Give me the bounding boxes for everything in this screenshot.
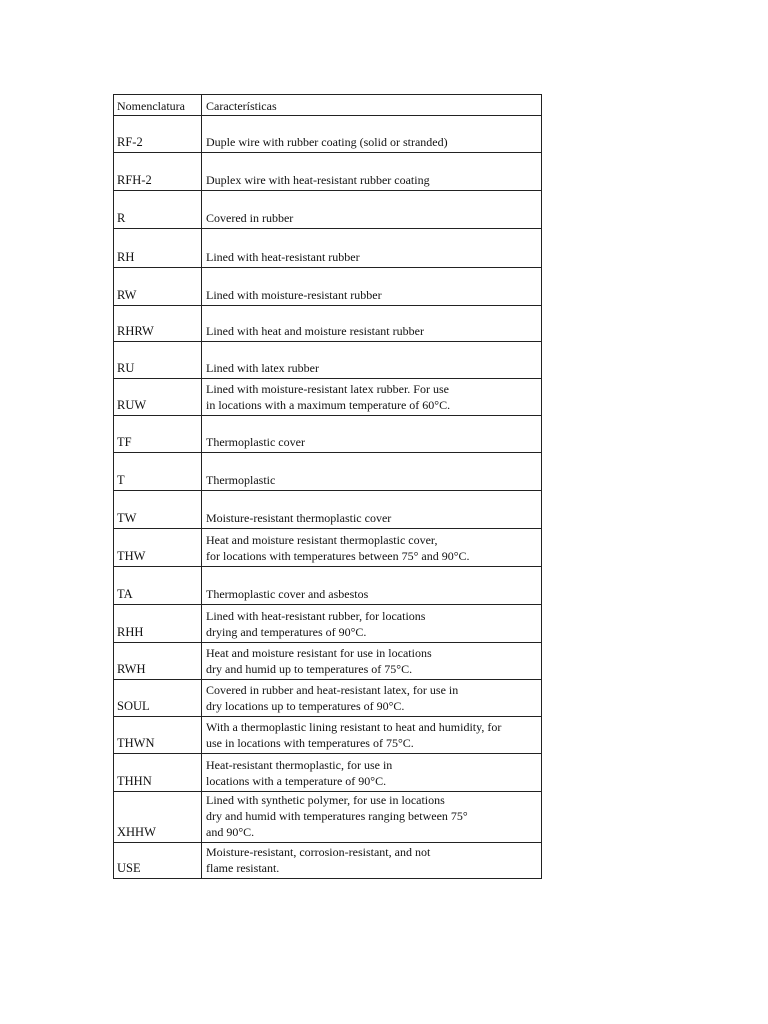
row-code: SOUL — [114, 680, 202, 716]
table-row — [114, 152, 541, 190]
row-description: Thermoplastic cover and asbestos — [206, 587, 369, 601]
row-code: RUW — [114, 379, 202, 415]
row-description: Duplex wire with heat-resistant rubber coating — [206, 173, 430, 187]
row-description: Lined with heat-resistant rubber, for locations drying and temperatures of 90°C. — [206, 609, 426, 639]
row-description: With a thermoplastic lining resistant to heat and humidity, for use in locations with temperatures of 75°C. — [206, 720, 502, 750]
table-row — [114, 528, 541, 566]
wire-nomenclature-table — [113, 94, 542, 879]
table-row — [114, 490, 541, 528]
row-code: TA — [114, 567, 202, 604]
row-description: Thermoplastic cover — [206, 435, 305, 449]
row-description: Covered in rubber — [206, 211, 294, 225]
row-description: Lined with moisture-resistant rubber — [206, 288, 382, 302]
table-row — [114, 115, 541, 152]
table-row — [114, 452, 541, 490]
row-code: THWN — [114, 717, 202, 753]
row-code: RF-2 — [114, 116, 202, 152]
row-code: RW — [114, 268, 202, 305]
row-description: Heat and moisture resistant for use in locations dry and humid up to temperatures of 75°C. — [206, 646, 432, 676]
row-code: USE — [114, 843, 202, 878]
table-row — [114, 228, 541, 267]
header-nomenclatura: Nomenclatura — [114, 95, 202, 115]
row-description: Thermoplastic — [206, 473, 276, 487]
table-header-row — [114, 95, 541, 115]
row-code: RU — [114, 342, 202, 378]
row-code: RHRW — [114, 306, 202, 341]
header-caracteristicas: Características — [206, 99, 277, 113]
table-row — [114, 791, 541, 842]
row-description: Heat and moisture resistant thermoplastic cover, for locations with temperatures between 75° and 90°C. — [206, 533, 470, 563]
table-row — [114, 604, 541, 642]
table-row — [114, 679, 541, 716]
table-row — [114, 842, 541, 878]
table-row — [114, 341, 541, 378]
table-row — [114, 642, 541, 679]
table-row — [114, 716, 541, 753]
table-row — [114, 190, 541, 228]
row-code: XHHW — [114, 792, 202, 842]
row-description: Moisture-resistant thermoplastic cover — [206, 511, 392, 525]
row-code: R — [114, 191, 202, 228]
row-description: Duple wire with rubber coating (solid or stranded) — [206, 135, 448, 149]
table-row — [114, 267, 541, 305]
row-code: TF — [114, 416, 202, 452]
table-row — [114, 753, 541, 791]
row-code: RHH — [114, 605, 202, 642]
row-description: Lined with latex rubber — [206, 361, 319, 375]
row-code: TW — [114, 491, 202, 528]
row-code: RFH-2 — [114, 153, 202, 190]
row-description: Moisture-resistant, corrosion-resistant, and not flame resistant. — [206, 845, 431, 875]
table-row — [114, 566, 541, 604]
row-code: THW — [114, 529, 202, 566]
row-code: THHN — [114, 754, 202, 791]
table-row — [114, 305, 541, 341]
row-code: T — [114, 453, 202, 490]
table-row — [114, 378, 541, 415]
row-code: RWH — [114, 643, 202, 679]
table-row — [114, 415, 541, 452]
row-description: Lined with heat-resistant rubber — [206, 250, 360, 264]
row-description: Heat-resistant thermoplastic, for use in locations with a temperature of 90°C. — [206, 758, 393, 788]
row-code: RH — [114, 229, 202, 267]
row-description: Lined with heat and moisture resistant rubber — [206, 324, 424, 338]
row-description: Lined with synthetic polymer, for use in locations dry and humid with temperatures ranging between 75° and 90°C. — [206, 793, 468, 839]
row-description: Covered in rubber and heat-resistant latex, for use in dry locations up to temperatures of 90°C. — [206, 683, 459, 713]
row-description: Lined with moisture-resistant latex rubber. For use in locations with a maximum temperature of 60°C. — [206, 382, 451, 412]
